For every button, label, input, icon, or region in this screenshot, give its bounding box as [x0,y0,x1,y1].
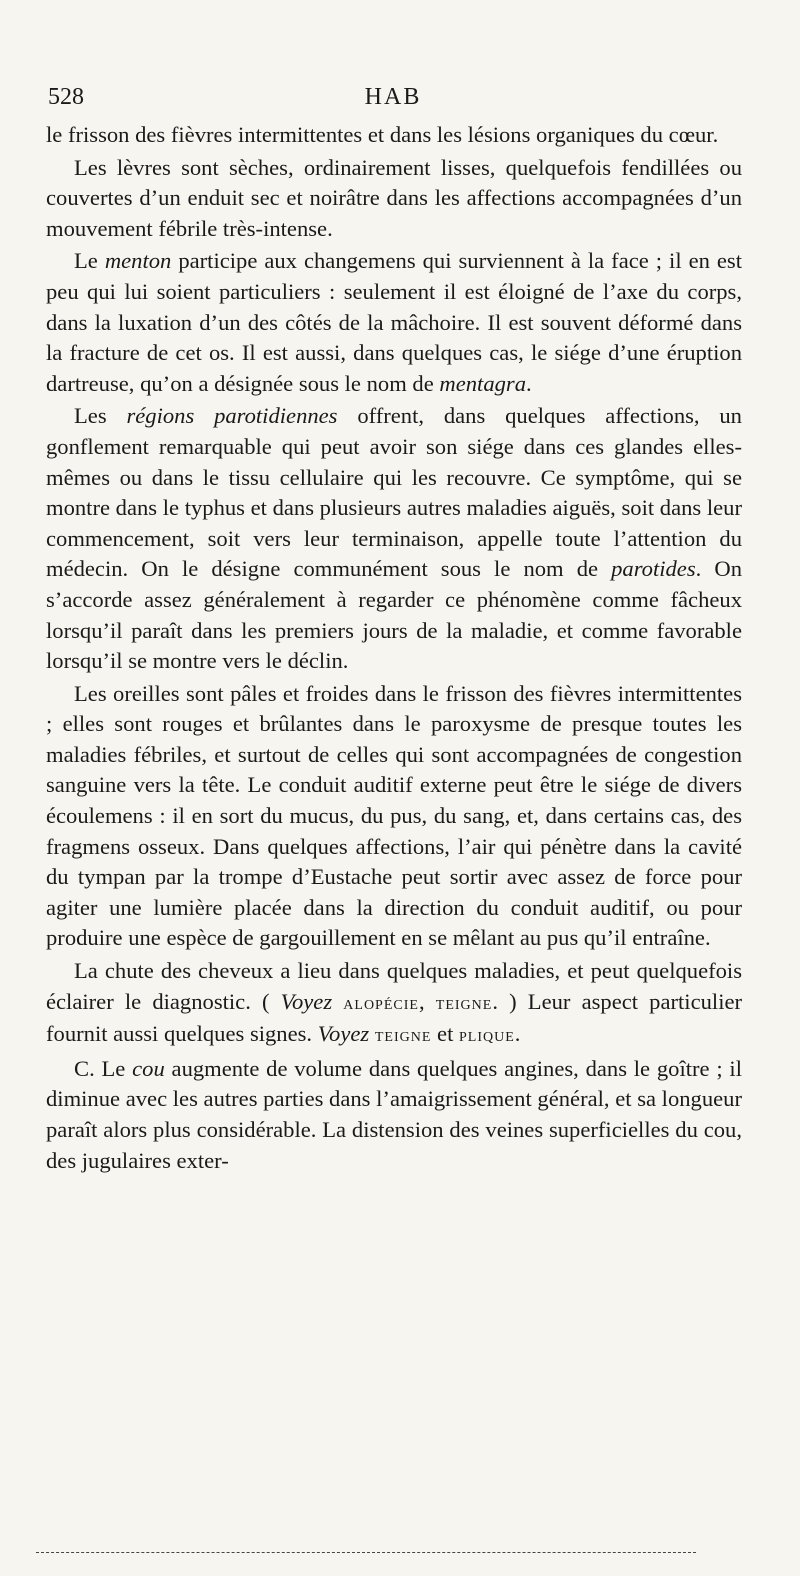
text-run: . [514,1021,521,1047]
text-run: participe aux changemens qui surviennent à la face ; il en est peu qui lui soient particuliers : seulement il est éloigné de l’axe du corps, dans la luxation d’un des côtés de la mâchoire. Il est souvent déformé dans la fracture de cet os. Il est aussi, dans quelques cas, le siége d’une éruption dartreuse, qu’on a désignée sous le nom de [46,248,742,396]
paragraph-levres: Les lèvres sont sèches, ordinairement lisses, quelquefois fendillées ou couvertes d’un enduit sec et noirâtre dans les affections accompagnées d’un mouvement fébrile très-intense. [46,154,742,241]
text-run: C. Le [74,1055,133,1081]
italic-term: parotides [611,556,696,582]
cross-reference: plique [459,1025,515,1047]
paragraph-oreilles: Les oreilles sont pâles et froides dans le frisson des fièvres intermittentes ; elles sont rouges et brûlantes dans le paroxysme de presque toutes les maladies fébriles, et surtout de celles qui sont accompagnées de congestion sanguine vers la tête. Le conduit auditif externe peut être le siége de divers écoulemens : il en sort du mucus, du pus, du sang, et, dans certains cas, des fragmens osseux. Dans quelques affections, l’air qui pénètre dans la cavité du tympan par la trompe d’Eustache peut sortir avec assez de force pour agiter une lumière placée dans la direction du conduit auditif, ou pour produire une espèce de gargouillement en se mêlant au pus qu’il entraîne. [46,680,742,951]
italic-term: régions parotidiennes [126,403,338,429]
text-run: . ) Leur aspect particulier fournit aussi quelques signes. [46,988,743,1047]
cross-reference: teigne [435,992,493,1014]
paragraph-cou [46,1054,742,1176]
italic-voyez: Voyez [317,1021,370,1047]
page-number: 528 [48,84,84,110]
text-run: Les [74,403,127,429]
paragraph-continuation: le frisson des fièvres intermittentes et dans les lésions organiques du cœur. [46,122,719,147]
paragraph-menton [46,246,742,399]
text-run: et [431,1021,459,1047]
text-run: . [526,370,532,396]
text-run: augmente de volume dans quelques angines, dans le goître ; il diminue avec les autres parties dans l’amaigrissement général, et sa longueur paraît alors plus considérable. La distension des veines superficielles du cou, des jugulaires exter- [46,1055,742,1173]
paragraph-cheveux [46,956,742,1052]
text-run: offrent, dans quelques affections, un gonflement remarquable qui peut avoir son siége dans ces glandes elles-mêmes ou dans le tissu cellulaire qui les recouvre. Ce symptôme, qui se montre dans le typhus et dans plusieurs autres maladies aiguës, soit dans leur commencement, soit vers leur terminaison, appelle toute l’attention du médecin. On le désigne communément sous le nom de [46,403,742,582]
running-head: HAB [364,84,422,110]
italic-voyez: Voyez [280,988,333,1014]
italic-term: menton [104,248,172,274]
paragraph-parotides [46,401,742,676]
text-run: Le [74,248,105,274]
italic-term: cou [132,1055,165,1081]
cross-reference: alopécie [343,992,419,1014]
text-run: La chute des cheveux a lieu dans quelques maladies, et peut quelquefois éclairer le diagnostic. ( [46,958,742,1014]
italic-term: mentagra [439,370,527,396]
body-text [46,120,742,1176]
text-run: . On s’accorde assez généralement à regarder ce phénomène comme fâcheux lorsqu’il paraît dans les premiers jours de la maladie, et comme favorable lorsqu’il se montre vers le déclin. [46,556,742,674]
footer-rule [36,1552,696,1553]
cross-reference: teigne [374,1025,432,1047]
page-header [48,84,738,120]
text-run: , [418,988,436,1014]
